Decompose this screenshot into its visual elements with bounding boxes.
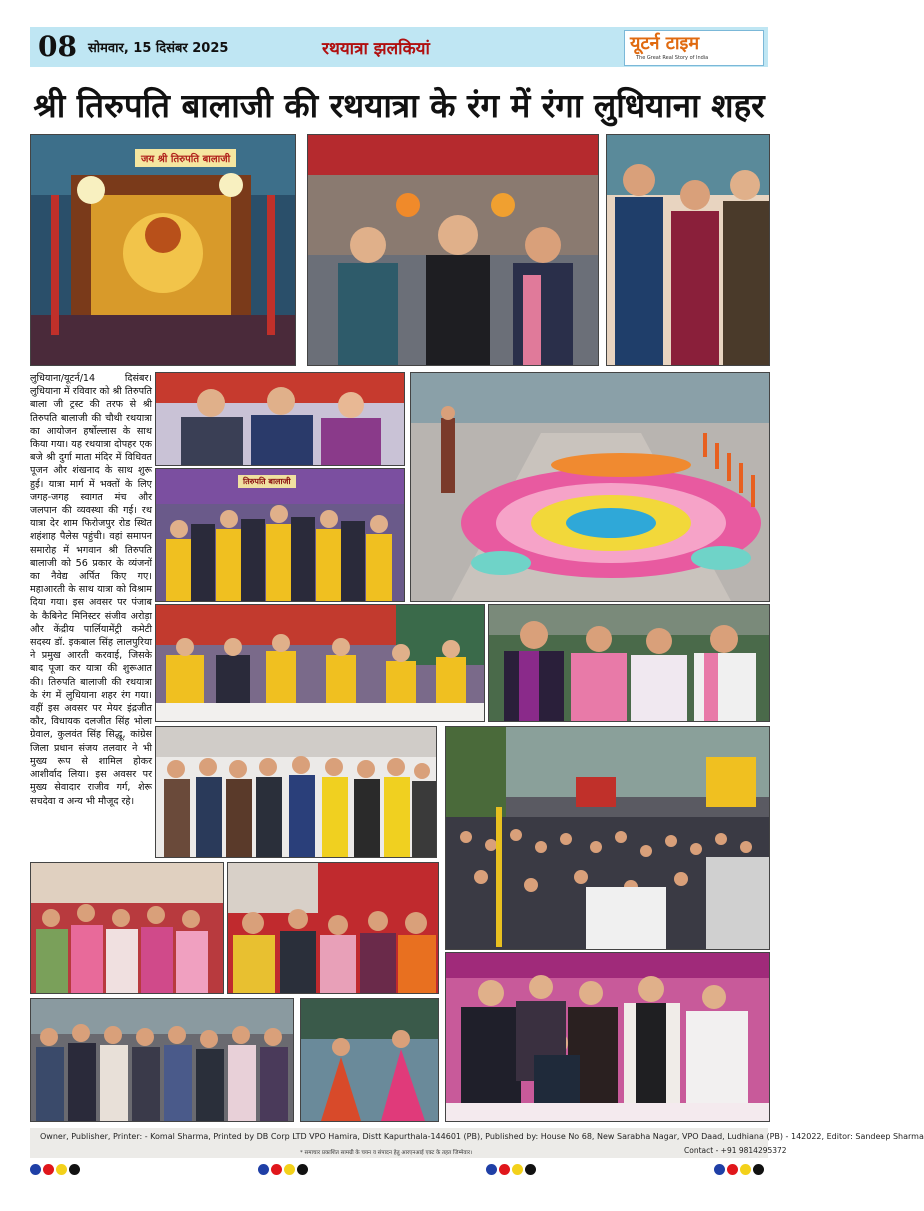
deity-banner: जय श्री तिरुपति बालाजी [135,149,236,167]
photo-aarti-women [155,604,485,722]
registration-marks-mid-left [258,1164,308,1175]
photo-four-men-stoles [488,604,770,722]
reg-dot-red [727,1164,738,1175]
reg-dot-yellow [56,1164,67,1175]
photo-deity-idol [30,134,296,366]
photo-men-lineup [30,998,294,1122]
photo-guests-pink-canopy [445,952,770,1122]
reg-dot-yellow [740,1164,751,1175]
reg-dot-red [43,1164,54,1175]
section-title: रथयात्रा झलकियां [322,39,430,59]
photo-three-guests [606,134,770,366]
imprint-line: Owner, Publisher, Printer: - Komal Sharma, Printed by DB Corp LTD VPO Hamira, Distt Kapurthala-144601 (PB), Published by: House No 68, New Sarabha Nagar, VPO Daad, Ludhiana (PB) - 142022, Editor: Sandeep Sharma [40,1132,924,1141]
photo-three-portrait [155,372,405,466]
page-number: 08 [38,30,77,63]
page-headline: श्री तिरुपति बालाजी की रथयात्रा के रंग में रंगा लुधियाना शहर [33,86,765,125]
photo-women-devotees [30,862,224,994]
reg-dot-black [525,1164,536,1175]
contact-number: Contact - +91 9814295372 [684,1146,787,1155]
registration-marks-right [714,1164,764,1175]
photo-group-yellow-stoles [155,726,437,858]
reg-dot-yellow [284,1164,295,1175]
reg-dot-yellow [512,1164,523,1175]
reg-dot-black [753,1164,764,1175]
reg-dot-blue [486,1164,497,1175]
reg-dot-red [271,1164,282,1175]
reg-dot-black [297,1164,308,1175]
reg-dot-blue [714,1164,725,1175]
registration-marks-left [30,1164,80,1175]
photo-guests-red-backdrop [227,862,439,994]
reg-dot-blue [30,1164,41,1175]
article-paragraph: लुधियाना/यूटर्न/14 दिसंबर। लुधियाना में रविवार को श्री तिरुपति बाला जी ट्रस्ट की तरफ से श्री तिरुपति बालाजी की चौथी रथयात्रा का आयोजन हर्षोल्लास के साथ किया गया। यह रथयात्रा दोपहर एक बजे श्री दुर्गा माता मंदिर में विधिवत पूजन और शंखनाद के साथ शुरू हुई। यात्रा मार्ग में भक्तों के लिए जगह-जगह स्वागत मंच और जलपान की व्यवस्था की गई। रथ यात्रा देर शाम फिरोजपुर रोड स्थित शहंशाह पैलेस पहुंची। वहां समापन समारोह में भगवान श्री तिरुपति बालाजी को 56 प्रकार के व्यंजनों का नैवेद्य अर्पित किए गए। महाआरती के साथ यात्रा को विश्राम दिया गया। इस अवसर पर पंजाब के कैबिनेट मिनिस्टर संजीव अरोड़ा और केंद्रीय पार्लियामेंट्री कमेटी सदस्य डॉ. इकबाल सिंह लालपुरिया ने प्रमुख आरती करवाई, जिसके बाद पूजा कर यात्रा की शुरूआत की। तिरुपति बालाजी की रथयात्रा के रंग में लुधियाना शहर रंग गया। वहीं इस अवसर पर मेयर इंद्रजीत कौर, विधायक दलजीत सिंह भोला ग्रेवाल, कुलवंत सिंह सिद्धू, कांग्रेस जिला प्रधान संजय तलवार ने भी मुख्य रूप से शामिल होकर आशीर्वाद लिया। इस अवसर पर मुख्य सेवादार राजीव गर्ग, शेरू सचदेवा व अन्य भी मौजूद रहे। [30,373,152,807]
photo-dance-performance [300,998,439,1122]
editorial-notice: * समाचार प्रकाशित सामग्री के चयन व संपादन हेतु आरएनआई एक्ट के तहत जिम्मेवार। [300,1150,473,1156]
reg-dot-red [499,1164,510,1175]
reg-dot-black [69,1164,80,1175]
reg-dot-blue [258,1164,269,1175]
news-article [30,372,152,808]
stage-banner: तिरुपति बालाजी [238,475,296,488]
photo-procession-crowd [445,726,770,950]
registration-marks-mid-right [486,1164,536,1175]
logo-text: यूटर्न टाइम [630,33,700,54]
photo-dignitaries-crowd [307,134,599,366]
issue-date: सोमवार, 15 दिसंबर 2025 [88,41,229,56]
logo-tagline: The Great Real Story of India [636,55,709,61]
photo-rangoli-street [410,372,770,602]
photo-stage-group [155,468,405,602]
